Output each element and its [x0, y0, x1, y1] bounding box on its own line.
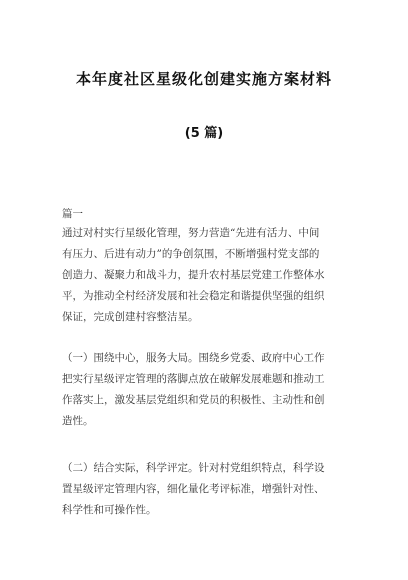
paragraph-line: 有压力、后进有动力”的争创氛围，不断增强村党支部的: [62, 248, 320, 260]
paragraph-line: 置星级评定管理内容，细化量化考评标准，增强针对性、: [62, 483, 325, 495]
paragraph-line: 把实行星级评定管理的落脚点放在破解发展难题和推动工: [62, 373, 325, 385]
document-title: 本年度社区星级化创建实施方案材料: [75, 70, 332, 88]
document-subtitle: (5 篇): [184, 126, 224, 141]
paragraph-line: 通过对村实行星级化管理，努力营造“先进有活力、中间: [62, 227, 320, 239]
paragraph-line: 保证，完成创建村容整洁星。: [62, 311, 199, 323]
paragraph-2: [62, 348, 352, 432]
paragraph-line: （二）结合实际，科学评定。针对村党组织特点，科学设: [62, 462, 325, 474]
section-label: 篇一: [62, 208, 83, 220]
paragraph-line: 平，为推动全村经济发展和社会稳定和谐提供坚强的组织: [62, 290, 325, 302]
paragraph-line: 科学性和可操作性。: [62, 504, 157, 516]
paragraph-3: [62, 458, 352, 521]
paragraph-line: （一）围绕中心，服务大局。围绕乡党委、政府中心工作: [62, 352, 325, 364]
paragraph-line: 创造力、凝聚力和战斗力，提升农村基层党建工作整体水: [62, 269, 325, 281]
paragraph-line: 造性。: [62, 415, 94, 427]
paragraph-1: [62, 223, 352, 328]
paragraph-line: 作落实上，激发基层党组织和党员的积极性、主动性和创: [62, 394, 325, 406]
